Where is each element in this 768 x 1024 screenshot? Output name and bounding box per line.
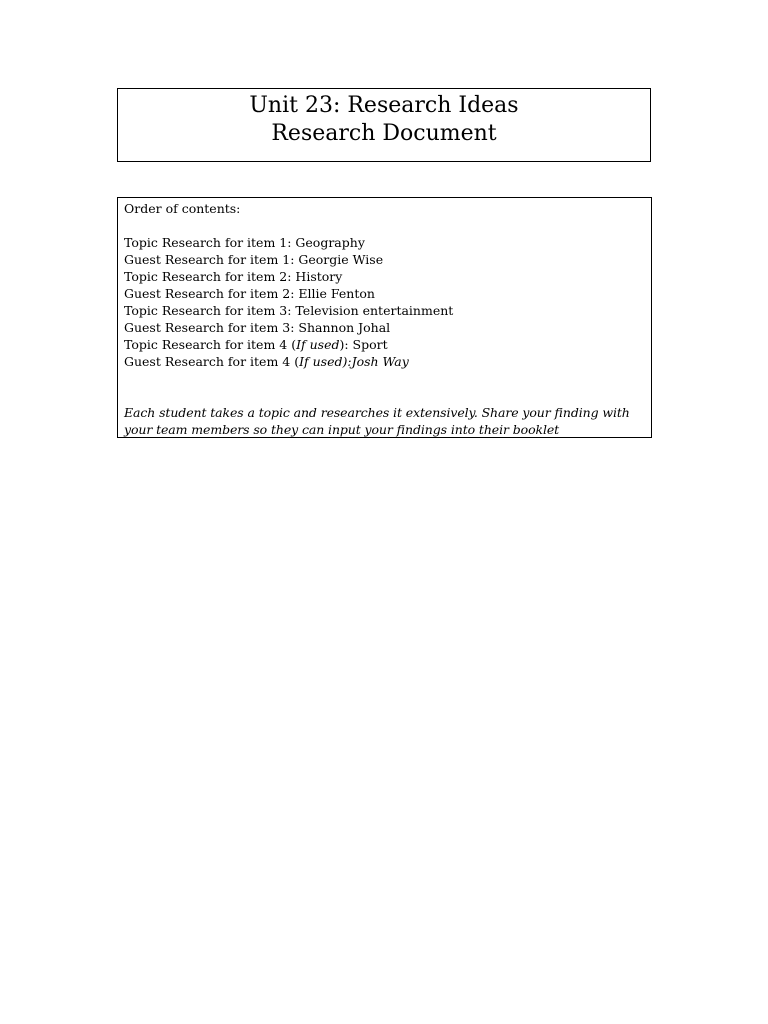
contents-box xyxy=(117,197,652,438)
contents-item-suffix: ): Sport xyxy=(339,337,388,352)
contents-item xyxy=(124,302,645,319)
contents-item-prefix: Guest Research for item 4 ( xyxy=(124,354,300,369)
title-box xyxy=(117,88,651,162)
contents-list xyxy=(124,234,645,370)
contents-item-text: Topic Research for item 3: Television entertainment xyxy=(124,303,454,318)
contents-item-text: Guest Research for item 1: Georgie Wise xyxy=(124,252,384,267)
contents-item xyxy=(124,353,645,370)
contents-item xyxy=(124,251,645,268)
contents-item-text: Topic Research for item 1: Geography xyxy=(124,235,365,250)
contents-item xyxy=(124,319,645,336)
document-unit-title: Unit 23: Research Ideas xyxy=(249,93,519,118)
contents-item xyxy=(124,268,645,285)
instruction-note: Each student takes a topic and researches it extensively. Share your finding with your team members so they can input your findings into their booklet xyxy=(124,405,630,437)
contents-item xyxy=(124,285,645,302)
contents-item-text: Guest Research for item 2: Ellie Fenton xyxy=(124,286,375,301)
contents-item xyxy=(124,234,645,251)
spacer xyxy=(124,370,645,404)
contents-heading: Order of contents: xyxy=(124,201,241,216)
contents-item-text: Topic Research for item 2: History xyxy=(124,269,343,284)
contents-item xyxy=(124,336,645,353)
contents-item-italic: If used xyxy=(296,337,340,352)
contents-item-italic: If used):Josh Way xyxy=(299,354,409,369)
document-subtitle: Research Document xyxy=(271,121,497,146)
contents-item-text: Guest Research for item 3: Shannon Johal xyxy=(124,320,391,335)
contents-item-prefix: Topic Research for item 4 ( xyxy=(124,337,297,352)
spacer xyxy=(124,217,645,234)
